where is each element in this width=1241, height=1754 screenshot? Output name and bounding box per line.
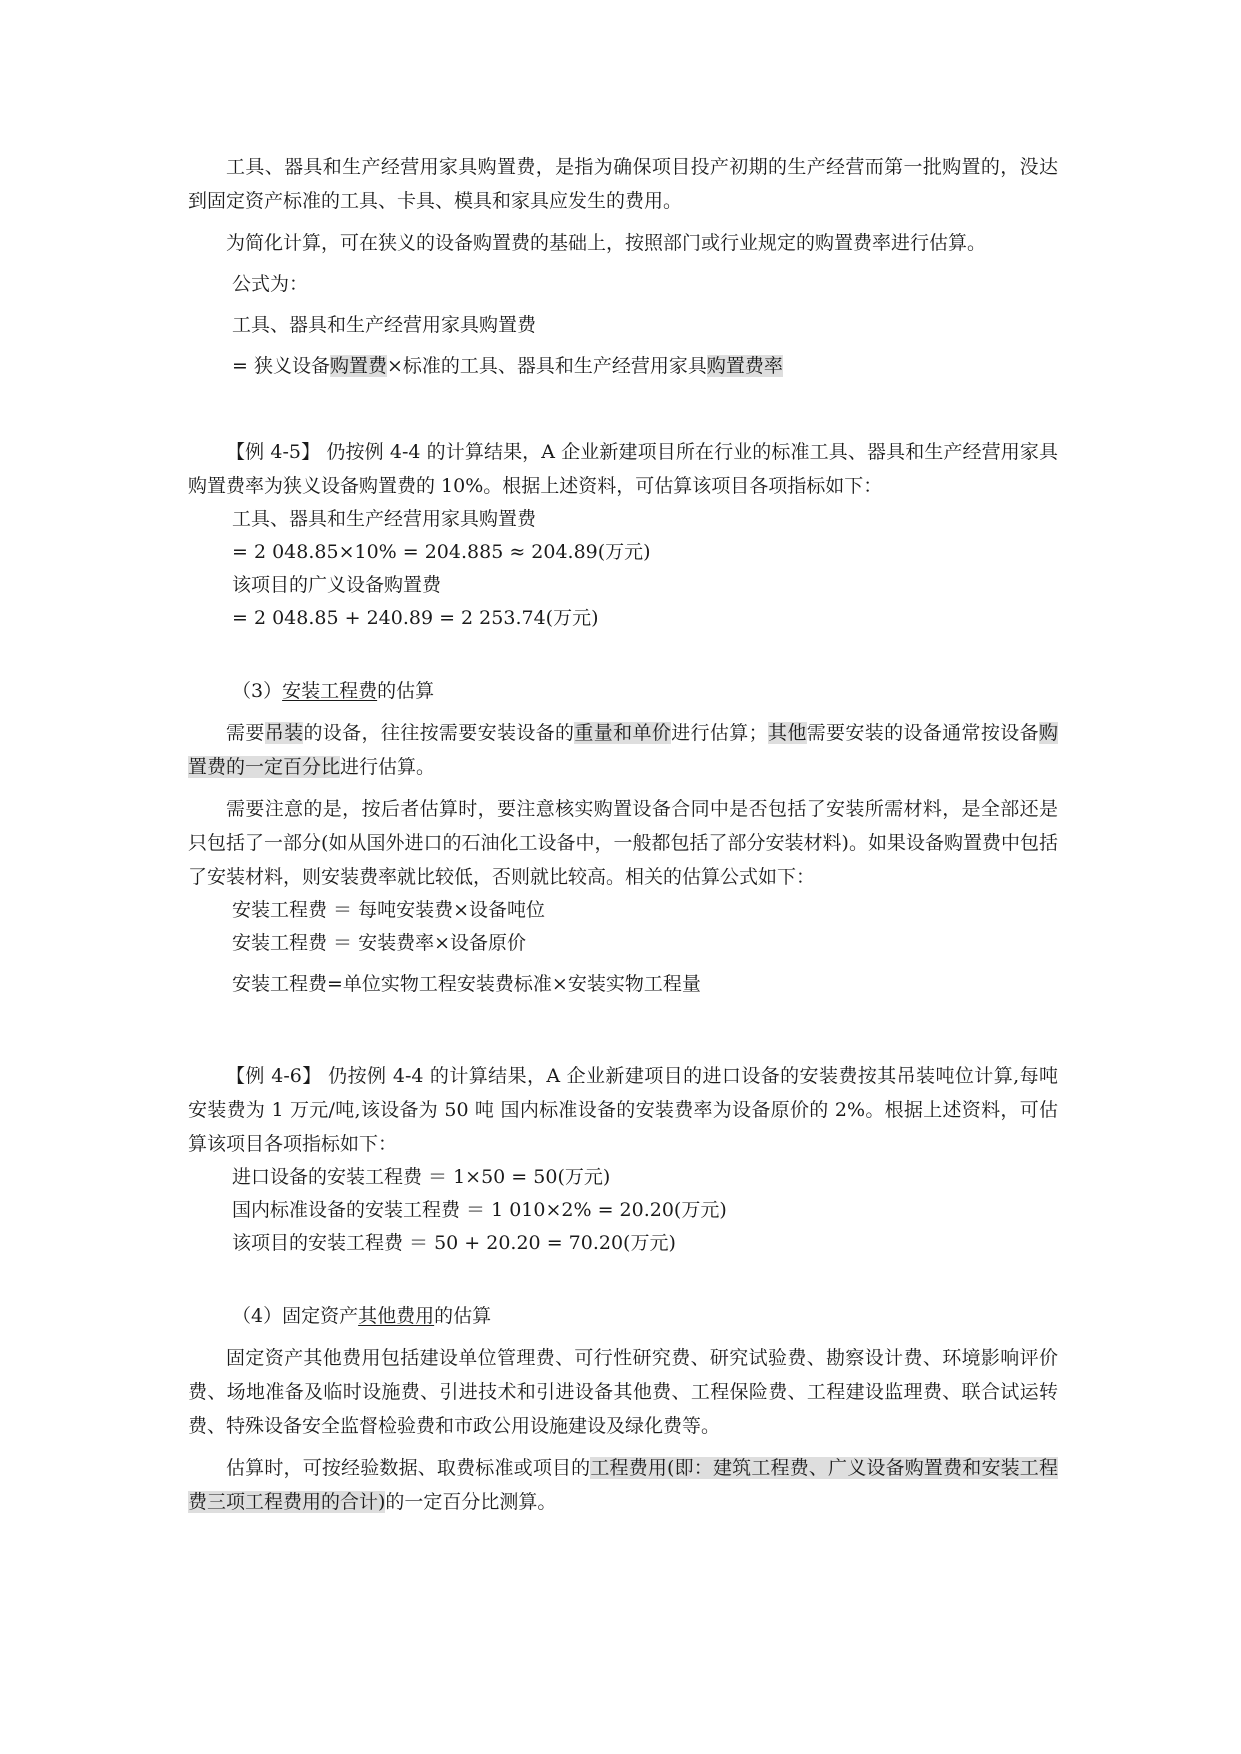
example-4-6-calc: 国内标准设备的安装工程费 ＝ 1 010×2% = 20.20(万元) <box>232 1199 727 1221</box>
example-4-5-line: 该项目的广义设备购置费 <box>232 574 442 596</box>
section-4-prefix: 固定资产 <box>282 1305 359 1327</box>
text-run: 需要 <box>226 722 265 744</box>
section-3-heading <box>232 675 1058 708</box>
example-4-5-tag: 【例 4-5】 <box>226 441 321 463</box>
install-formula: 安装工程费 ＝ 每吨安装费×设备吨位 <box>232 899 545 921</box>
formula-rhs-part: = 狭义设备 <box>232 355 330 377</box>
highlight-percentage: 购置费的一定百分比 <box>188 722 1058 778</box>
example-4-5-paragraph <box>188 435 1058 503</box>
example-4-6-calc: 该项目的安装工程费 ＝ 50 + 20.20 = 70.20(万元) <box>232 1232 676 1254</box>
section-4-heading <box>232 1300 1058 1333</box>
example-4-6-paragraph <box>188 1059 1058 1161</box>
install-formula: 安装工程费=单位实物工程安装费标准×安装实物工程量 <box>232 973 701 995</box>
other-costs-estimate-paragraph <box>188 1451 1058 1519</box>
example-4-6-tag: 【例 4-6】 <box>226 1065 322 1087</box>
example-4-5-body: 仍按例 4-4 的计算结果，A 企业新建项目所在行业的标准工具、器具和生产经营用家具购置费率为狭义设备购置费的 10%。根据上述资料，可估算该项目各项指标如下： <box>188 441 1059 497</box>
section-3-term: 安装工程费 <box>282 680 378 702</box>
section-4-number: （4） <box>232 1305 283 1327</box>
install-formula: 安装工程费 ＝ 安装费率×设备原价 <box>232 932 526 954</box>
highlight-hoisting: 吊装 <box>264 722 304 744</box>
highlight-purchase-rate: 购置费率 <box>706 355 783 377</box>
highlight-other: 其他 <box>767 722 807 744</box>
text-run: 需要安装的设备通常按设备 <box>806 722 1039 744</box>
highlight-engineering-cost: 工程费用(即：建筑工程费、广义设备购置费和安装工程费三项工程费用的合计) <box>188 1457 1058 1513</box>
document-page <box>188 150 1058 1519</box>
tools-formula-lhs: 工具、器具和生产经营用家具购置费 <box>232 314 537 336</box>
section-3-number: （3） <box>232 680 283 702</box>
text-run: 进行估算； <box>671 722 768 744</box>
tools-formula-rhs <box>232 350 1058 383</box>
highlight-purchase-cost: 购置费 <box>329 355 387 377</box>
install-method-paragraph <box>188 716 1058 784</box>
formula-intro: 公式为： <box>232 273 309 295</box>
example-4-5-calc: = 2 048.85 + 240.89 = 2 253.74(万元) <box>232 607 599 629</box>
example-4-6-calc: 进口设备的安装工程费 ＝ 1×50 = 50(万元) <box>232 1166 611 1188</box>
example-4-6-body: 仍按例 4-4 的计算结果，A 企业新建项目的进口设备的安装费按其吊装吨位计算,每吨安装费为 1 万元/吨,该设备为 50 吨 国内标准设备的安装费率为设备原价的 2%。根据上述资料，可估算该项目各项指标如下： <box>188 1065 1058 1155</box>
other-costs-list-paragraph: 固定资产其他费用包括建设单位管理费、可行性研究费、研究试验费、勘察设计费、环境影响评价费、场地准备及临时设施费、引进技术和引进设备其他费、工程保险费、工程建设监理费、联合试运转费、特殊设备安全监督检验费和市政公用设施建设及绿化费等。 <box>188 1347 1058 1437</box>
text-run: 的一定百分比测算。 <box>385 1491 557 1513</box>
install-note-paragraph: 需要注意的是，按后者估算时，要注意核实购置设备合同中是否包括了安装所需材料，是全部还是只包括了一部分(如从国外进口的石油化工设备中，一般都包括了部分安装材料)。如果设备购置费中包括了安装材料，则安装费率就比较低，否则就比较高。相关的估算公式如下： <box>188 798 1058 888</box>
example-4-5-line: 工具、器具和生产经营用家具购置费 <box>232 508 537 530</box>
section-4-term: 其他费用 <box>358 1305 435 1327</box>
tools-definition-paragraph: 工具、器具和生产经营用家具购置费，是指为确保项目投产初期的生产经营而第一批购置的，没达到固定资产标准的工具、卡具、模具和家具应发生的费用。 <box>188 156 1058 212</box>
section-4-tail: 的估算 <box>434 1305 492 1327</box>
text-run: 估算时，可按经验数据、取费标准或项目的 <box>226 1457 591 1479</box>
text-run: 进行估算。 <box>340 756 436 778</box>
example-4-5-calc: = 2 048.85×10% = 204.885 ≈ 204.89(万元) <box>232 541 651 563</box>
formula-rhs-part: ×标准的工具、器具和生产经营用家具 <box>386 355 707 377</box>
section-3-tail: 的估算 <box>377 680 435 702</box>
highlight-weight-price: 重量和单价 <box>574 722 672 744</box>
tools-simplify-paragraph: 为简化计算，可在狭义的设备购置费的基础上，按照部门或行业规定的购置费率进行估算。 <box>226 232 987 254</box>
text-run: 的设备，往往按需要安装设备的 <box>303 722 575 744</box>
